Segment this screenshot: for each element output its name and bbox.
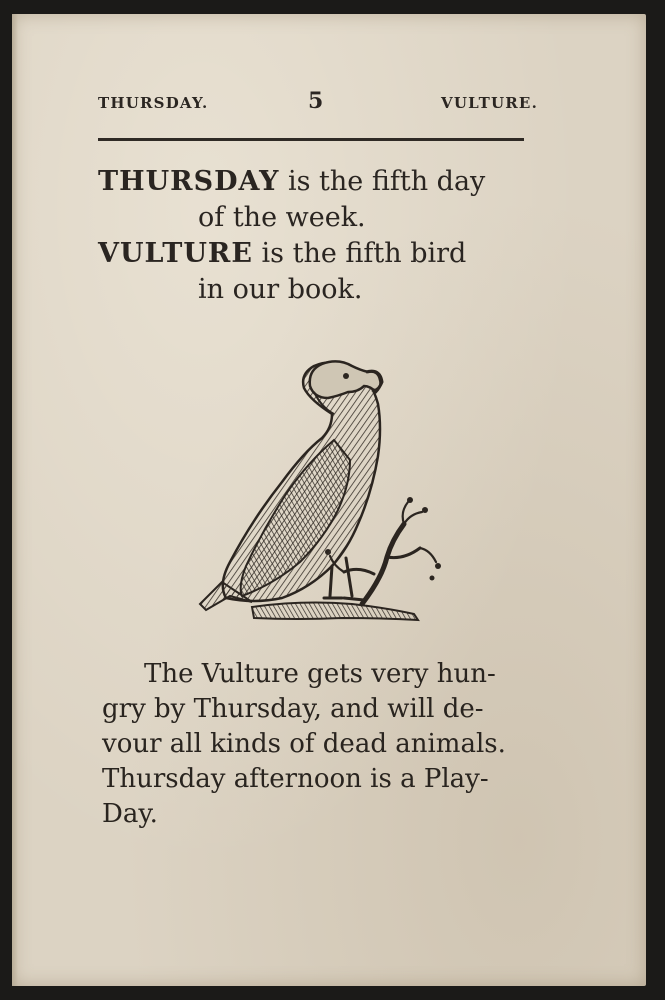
intro-verse: [98, 164, 558, 308]
body-line-4: Thursday afternoon is a Play-: [102, 764, 489, 794]
body-line-5: Day.: [102, 799, 158, 829]
intro-bird-word: VULTURE: [98, 238, 253, 269]
running-head-right: VULTURE.: [440, 94, 538, 112]
intro-line-3-rest: is the fifth bird: [252, 238, 467, 269]
intro-day-word: THURSDAY: [98, 166, 280, 197]
intro-line-4: in our book.: [198, 274, 363, 305]
intro-line-2: of the week.: [198, 202, 366, 233]
book-page: [12, 14, 646, 986]
header-rule: [98, 138, 524, 141]
body-line-3: vour all kinds of dead animals.: [102, 729, 506, 759]
body-line-1: The Vulture gets very hun-: [144, 659, 496, 689]
vulture-icon: [182, 352, 462, 642]
intro-line-1: [98, 164, 558, 200]
binding-edge: [12, 14, 18, 986]
intro-line-3: [98, 236, 558, 272]
page-number: 5: [308, 88, 324, 114]
intro-line-1-rest: is the fifth day: [279, 166, 486, 197]
running-head: [98, 86, 538, 116]
running-head-left: THURSDAY.: [98, 94, 209, 112]
description-paragraph: [102, 657, 572, 832]
vulture-woodcut-illustration: [182, 352, 462, 642]
body-line-2: gry by Thursday, and will de-: [102, 694, 484, 724]
